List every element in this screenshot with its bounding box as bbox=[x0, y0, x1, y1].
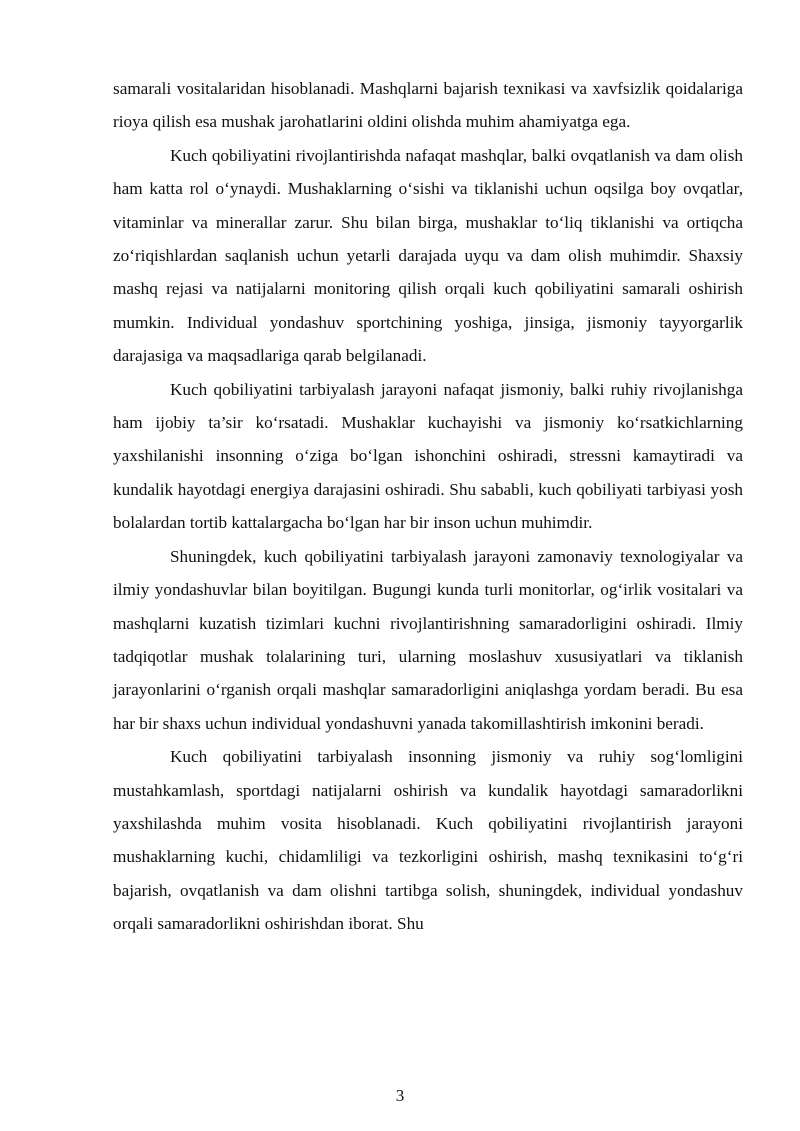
paragraph-technology: Shuningdek, kuch qobiliyatini tarbiyalash jarayoni zamonaviy texnologiyalar va ilmiy yondashuvlar bilan boyitilgan. Bugungi kunda turli monitorlar, og‘irlik vositalari va mashqlarni kuzatish tizimlari kuchni rivojlantirishning samaradorligini oshiradi. Ilmiy tadqiqotlar mushak tolalarining turi, ularning moslashuv xususiyatlari va tiklanish jarayonlarini o‘rganish orqali mashqlar samaradorligini aniqlashga yordam beradi. Bu esa har bir shaxs uchun individual yondashuvni yanada takomillashtirish imkonini beradi. bbox=[113, 546, 743, 733]
paragraph-nutrition-rest: Kuch qobiliyatini rivojlantirishda nafaqat mashqlar, balki ovqatlanish va dam olish ham katta rol o‘ynaydi. Mushaklarning o‘sishi va tiklanishi uchun oqsilga boy ovqatlar, vitaminlar va minerallar zarur. Shu bilan birga, mushaklar to‘liq tiklanishi va ortiqcha zo‘riqishlardan saqlanish uchun yetarli darajada uyqu va dam olish muhimdir. Shaxsiy mashq rejasi va natijalarni monitoring qilish orqali kuch qobiliyatini samarali oshirish mumkin. Individual yondashuv sportchining yoshiga, jinsiga, jismoniy tayyorgarlik darajasiga va maqsadlariga qarab belgilanadi. bbox=[113, 145, 743, 366]
paragraph-conclusion: Kuch qobiliyatini tarbiyalash insonning jismoniy va ruhiy sog‘lomligini mustahkamlash, sportdagi natijalarni oshirish va kundalik hayotdagi samaradorlikni yaxshilashda muhim vosita hisoblanadi. Kuch qobiliyatini rivojlantirish jarayoni mushaklarning kuchi, chidamliligi va tezkorligini oshirish, mashq texnikasini to‘g‘ri bajarish, ovqatlanish va dam olishni tartibga solish, shuningdek, individual yondashuv orqali samaradorlikni oshirishdan iborat. Shu bbox=[113, 747, 743, 934]
paragraph-continuation: samarali vositalaridan hisoblanadi. Mashqlarni bajarish texnikasi va xavfsizlik qoidalariga rioya qilish esa mushak jarohatlarini oldini olishda muhim ahamiyatga ega. bbox=[113, 79, 743, 132]
page-body bbox=[113, 72, 743, 941]
paragraph-mental-development: Kuch qobiliyatini tarbiyalash jarayoni nafaqat jismoniy, balki ruhiy rivojlanishga ham ijobiy ta’sir ko‘rsatadi. Mushaklar kuchayishi va jismoniy ko‘rsatkichlarning yaxshilanishi insonning o‘ziga bo‘lgan ishonchini oshiradi, stressni kamaytiradi va kundalik hayotdagi energiya darajasini oshiradi. Shu sababli, kuch qobiliyati tarbiyasi yosh bolalardan tortib kattalargacha bo‘lgan har bir inson uchun muhimdir. bbox=[113, 379, 743, 533]
page-number: 3 bbox=[395, 1086, 405, 1105]
